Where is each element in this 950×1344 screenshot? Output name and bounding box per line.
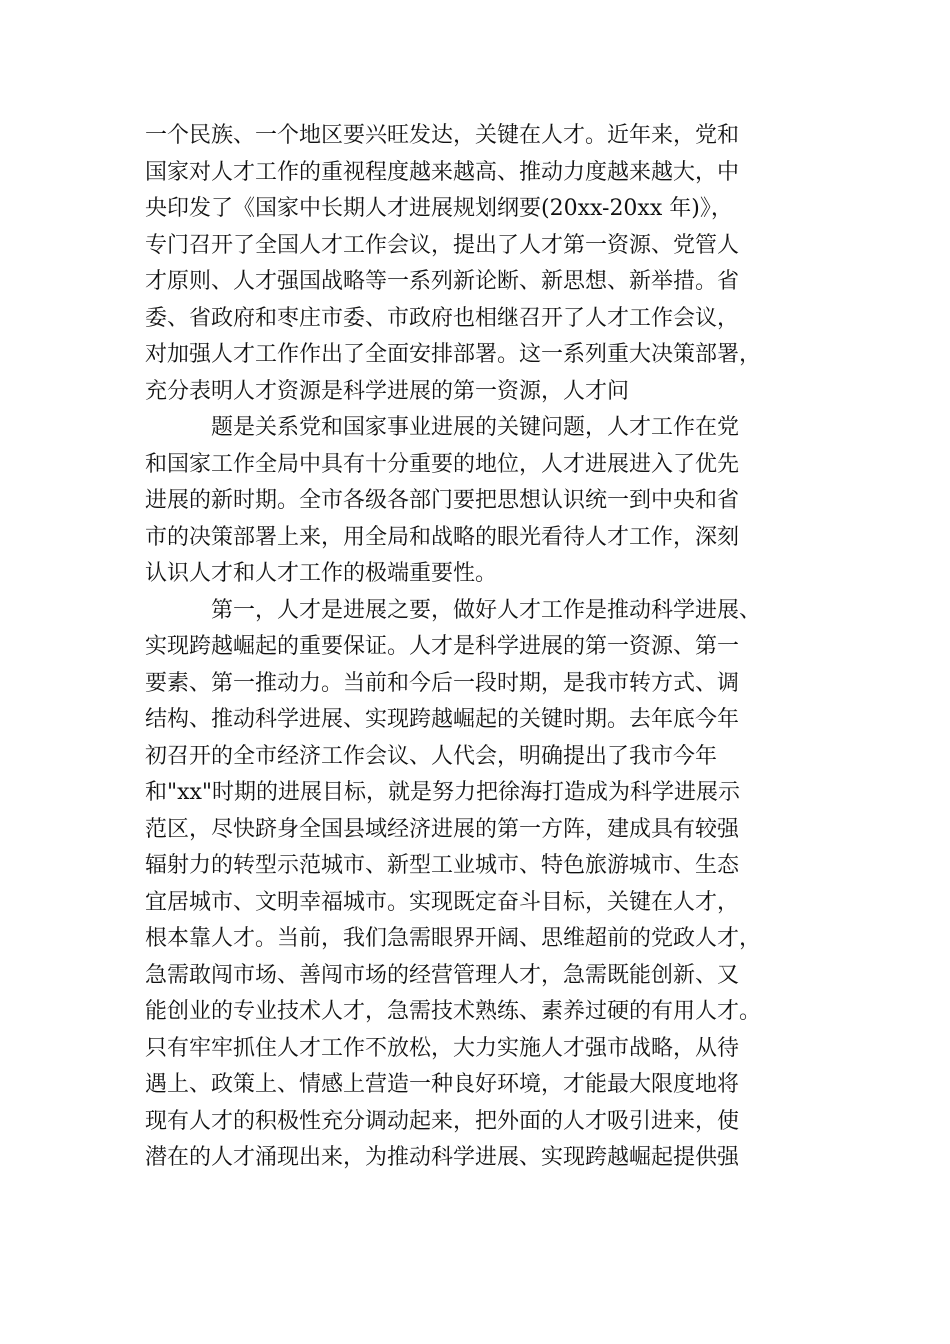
text-line: 范区，尽快跻身全国县域经济进展的第一方阵，建成具有较强 <box>145 816 740 842</box>
text-line: 认识人才和人才工作的极端重要性。 <box>145 561 498 586</box>
text-line: 充分表明人才资源是科学进展的第一资源，人才问 <box>145 378 630 404</box>
text-line: 宜居城市、文明幸福城市。实现既定奋斗目标，关键在人才， <box>145 889 740 915</box>
text-line: 遇上、政策上、情感上营造一种良好环境，才能最大限度地将 <box>145 1072 740 1097</box>
text-line: 专门召开了全国人才工作会议，提出了人才第一资源、党管人 <box>145 232 740 258</box>
text-line: 实现跨越崛起的重要保证。人才是科学进展的第一资源、第一 <box>145 634 740 659</box>
text-line: 进展的新时期。全市各级各部门要把思想认识统一到中央和省 <box>145 488 740 513</box>
text-line: 急需敢闯市场、善闯市场的经营管理人才，急需既能创新、又 <box>145 962 740 988</box>
text-line: 只有牢牢抓住人才工作不放松，大力实施人才强市战略，从待 <box>145 1035 740 1061</box>
document-body <box>145 118 805 1177</box>
text-line: 能创业的专业技术人才，急需技术熟练、素养过硬的有用人才。 <box>145 999 762 1024</box>
text-line: 初召开的全市经济工作会议、人代会，明确提出了我市今年 <box>145 743 718 769</box>
text-line: 要素、第一推动力。当前和今后一段时期，是我市转方式、调 <box>145 670 740 696</box>
text-line: 结构、推动科学进展、实现跨越崛起的关键时期。去年底今年 <box>145 707 740 732</box>
text-line: 国家对人才工作的重视程度越来越高、推动力度越来越大，中 <box>145 159 740 185</box>
text-line: 和"xx"时期的进展目标，就是努力把徐海打造成为科学进展示 <box>145 780 741 805</box>
text-line: 潜在的人才涌现出来，为推动科学进展、实现跨越崛起提供强 <box>145 1145 740 1170</box>
text-line: 题是关系党和国家事业进展的关键问题，人才工作在党 <box>211 415 740 440</box>
text-line: 央印发了《国家中长期人才进展规划纲要(20xx-20xx 年)》， <box>145 196 733 221</box>
text-line: 第一，人才是进展之要，做好人才工作是推动科学进展、 <box>211 597 762 623</box>
text-line: 和国家工作全局中具有十分重要的地位，人才进展进入了优先 <box>145 451 740 477</box>
text-line: 根本靠人才。当前，我们急需眼界开阔、思维超前的党政人才， <box>145 926 762 951</box>
text-line: 辐射力的转型示范城市、新型工业城市、特色旅游城市、生态 <box>145 853 740 878</box>
text-line: 对加强人才工作作出了全面安排部署。这一系列重大决策部署， <box>145 342 762 367</box>
text-line: 现有人才的积极性充分调动起来，把外面的人才吸引进来，使 <box>145 1108 740 1134</box>
text-line: 委、省政府和枣庄市委、市政府也相继召开了人才工作会议， <box>145 305 740 331</box>
text-line: 一个民族、一个地区要兴旺发达，关键在人才。近年来，党和 <box>145 123 740 148</box>
text-line: 市的决策部署上来，用全局和战略的眼光看待人才工作，深刻 <box>145 524 740 550</box>
text-line: 才原则、人才强国战略等一系列新论断、新思想、新举措。省 <box>145 269 740 294</box>
